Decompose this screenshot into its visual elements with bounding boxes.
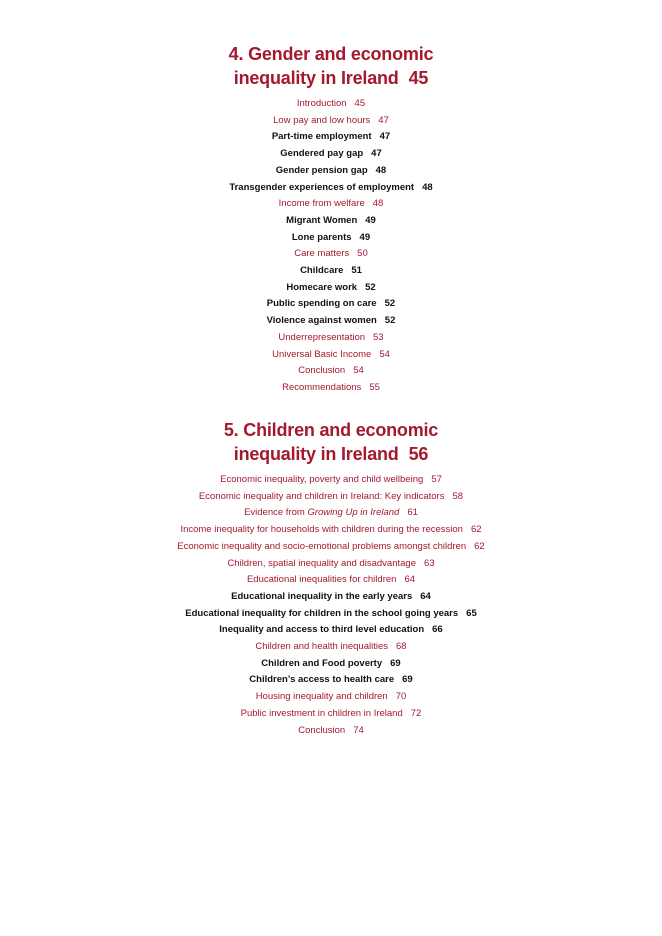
toc-entry-title: Income from welfare xyxy=(278,198,365,210)
toc-entry-title: Economic inequality, poverty and child wellbeing xyxy=(220,474,424,485)
toc-entry-title: Income inequality for households with children during the recession xyxy=(180,524,463,536)
toc-entry[interactable] xyxy=(0,539,662,556)
toc-entry-title: Conclusion xyxy=(298,365,346,377)
toc-entry-list xyxy=(0,472,662,739)
toc-entry[interactable] xyxy=(0,572,662,589)
toc-entry-title: Part-time employment xyxy=(271,131,372,143)
section-heading[interactable] xyxy=(0,418,662,466)
toc-entry-page-number: 47 xyxy=(379,131,391,143)
toc-entry-title: Migrant Women xyxy=(286,214,358,226)
toc-entry-title: Inequality and access to third level education xyxy=(219,624,425,636)
heading-line-1: 5. Children and economic xyxy=(223,420,439,440)
toc-entry-page-number: 50 xyxy=(357,248,368,260)
toc-entry-title: Gendered pay gap xyxy=(280,148,364,160)
toc-entry-page-number: 62 xyxy=(470,524,482,536)
toc-entry-page-number: 64 xyxy=(420,590,431,602)
toc-entry[interactable] xyxy=(0,556,662,573)
heading-line-2: inequality in Ireland xyxy=(233,444,399,464)
toc-entry[interactable] xyxy=(0,656,662,673)
toc-entry-page-number: 63 xyxy=(423,557,435,569)
toc-entry-page-number: 47 xyxy=(371,148,382,160)
toc-entry-title: Educational inequality in the early years xyxy=(231,590,413,602)
toc-entry[interactable] xyxy=(0,146,662,163)
toc-entry-list xyxy=(0,96,662,397)
toc-entry[interactable] xyxy=(0,330,662,347)
toc-entry[interactable] xyxy=(0,522,662,539)
toc-entry-title: Gender pension gap xyxy=(275,164,368,176)
toc-entry-page-number: 52 xyxy=(384,298,396,310)
toc-entry[interactable] xyxy=(0,246,662,263)
toc-entry-title: Educational inequalities for children xyxy=(246,574,397,586)
toc-entry-title: Economic inequality and socio-emotional problems amongst children xyxy=(177,540,467,552)
toc-entry-title: Public investment in children in Ireland xyxy=(240,707,403,719)
toc-entry-title: Transgender experiences of employment xyxy=(229,181,415,193)
heading-page-number: 45 xyxy=(408,68,429,88)
toc-entry-page-number: 68 xyxy=(396,641,407,653)
toc-entry[interactable] xyxy=(0,96,662,113)
toc-entry-title: Evidence from xyxy=(244,507,308,519)
toc-entry[interactable] xyxy=(0,129,662,146)
toc-entry-page-number: 69 xyxy=(390,657,401,669)
toc-entry-title: Conclusion xyxy=(298,724,346,736)
toc-entry-page-number: 70 xyxy=(395,691,407,703)
toc-entry-page-number: 61 xyxy=(407,507,418,519)
toc-entry-title: Children and health inequalities xyxy=(255,641,388,653)
heading-line-2: inequality in Ireland xyxy=(233,68,399,88)
toc-entry-title: Educational inequality for children in the school going years xyxy=(185,607,459,619)
toc-entry-title: Economic inequality and children in Ireland: Key indicators xyxy=(198,490,445,502)
toc-entry-page-number: 69 xyxy=(402,674,413,686)
toc-entry-title: Universal Basic Income xyxy=(272,348,372,360)
toc-entry-title: Children’s access to health care xyxy=(249,674,395,686)
toc-entry[interactable] xyxy=(0,472,662,489)
toc-entry-page-number: 45 xyxy=(354,98,366,109)
toc-entry-page-number: 54 xyxy=(353,365,364,377)
toc-entry-page-number: 53 xyxy=(373,331,384,343)
toc-entry[interactable] xyxy=(0,689,662,706)
toc-entry[interactable] xyxy=(0,606,662,623)
toc-entry-page-number: 72 xyxy=(410,707,422,719)
heading-line-1: 4. Gender and economic xyxy=(228,44,434,64)
toc-entry-title: Violence against women xyxy=(266,315,377,327)
toc-entry[interactable] xyxy=(0,263,662,280)
toc-entry-page-number: 66 xyxy=(432,624,443,636)
toc-entry[interactable] xyxy=(0,230,662,247)
toc-entry[interactable] xyxy=(0,723,662,740)
toc-entry-page-number: 48 xyxy=(372,198,384,210)
toc-entry[interactable] xyxy=(0,706,662,723)
toc-entry[interactable] xyxy=(0,296,662,313)
toc-entry[interactable] xyxy=(0,113,662,130)
toc-entry[interactable] xyxy=(0,196,662,213)
toc-entry-title: Children and Food poverty xyxy=(261,657,383,669)
toc-entry[interactable] xyxy=(0,380,662,397)
toc-entry-page-number: 64 xyxy=(404,574,416,586)
toc-entry-title: Lone parents xyxy=(291,231,352,243)
toc-entry-page-number: 74 xyxy=(353,724,364,736)
toc-entry-page-number: 47 xyxy=(378,114,389,126)
toc-entry-page-number: 57 xyxy=(431,474,442,485)
toc-entry-title: Homecare work xyxy=(286,281,358,293)
toc-entry-page-number: 48 xyxy=(375,164,387,176)
toc-entry[interactable] xyxy=(0,505,662,522)
toc-entry[interactable] xyxy=(0,213,662,230)
section-heading[interactable] xyxy=(0,42,662,90)
toc-entry-page-number: 54 xyxy=(379,348,390,360)
toc-entry[interactable] xyxy=(0,589,662,606)
toc-entry-title: Low pay and low hours xyxy=(273,114,371,126)
toc-section-5 xyxy=(0,418,662,739)
toc-entry-title: Underrepresentation xyxy=(278,331,366,343)
toc-entry-title: Housing inequality and children xyxy=(255,691,388,703)
toc-entry-title: Childcare xyxy=(300,265,344,277)
toc-entry-title: Recommendations xyxy=(282,381,362,393)
toc-entry-title: Introduction xyxy=(296,98,347,109)
toc-entry-page-number: 55 xyxy=(369,381,380,393)
toc-entry-title: Care matters xyxy=(294,248,350,260)
toc-entry[interactable] xyxy=(0,363,662,380)
toc-entry-page-number: 52 xyxy=(384,315,396,327)
toc-entry-page-number: 52 xyxy=(365,281,376,293)
toc-entry-title-italic: Growing Up in Ireland xyxy=(307,507,400,519)
toc-entry-title: Public spending on care xyxy=(266,298,377,310)
toc-entry[interactable] xyxy=(0,180,662,197)
toc-entry[interactable] xyxy=(0,639,662,656)
toc-section-4 xyxy=(0,42,662,397)
toc-entry-page-number: 49 xyxy=(365,214,376,226)
toc-entry-page-number: 49 xyxy=(359,231,371,243)
toc-entry-page-number: 65 xyxy=(466,607,477,619)
toc-entry-page-number: 62 xyxy=(474,540,485,552)
toc-entry[interactable] xyxy=(0,280,662,297)
toc-entry[interactable] xyxy=(0,622,662,639)
toc-entry-page-number: 51 xyxy=(351,265,362,277)
toc-entry-page-number: 48 xyxy=(422,181,433,193)
toc-entry[interactable] xyxy=(0,672,662,689)
heading-page-number: 56 xyxy=(408,444,429,464)
toc-entry-title: Children, spatial inequality and disadvantage xyxy=(227,557,416,569)
toc-entry[interactable] xyxy=(0,347,662,364)
toc-entry[interactable] xyxy=(0,489,662,506)
toc-entry[interactable] xyxy=(0,163,662,180)
toc-entry-page-number: 58 xyxy=(452,490,464,502)
toc-entry[interactable] xyxy=(0,313,662,330)
